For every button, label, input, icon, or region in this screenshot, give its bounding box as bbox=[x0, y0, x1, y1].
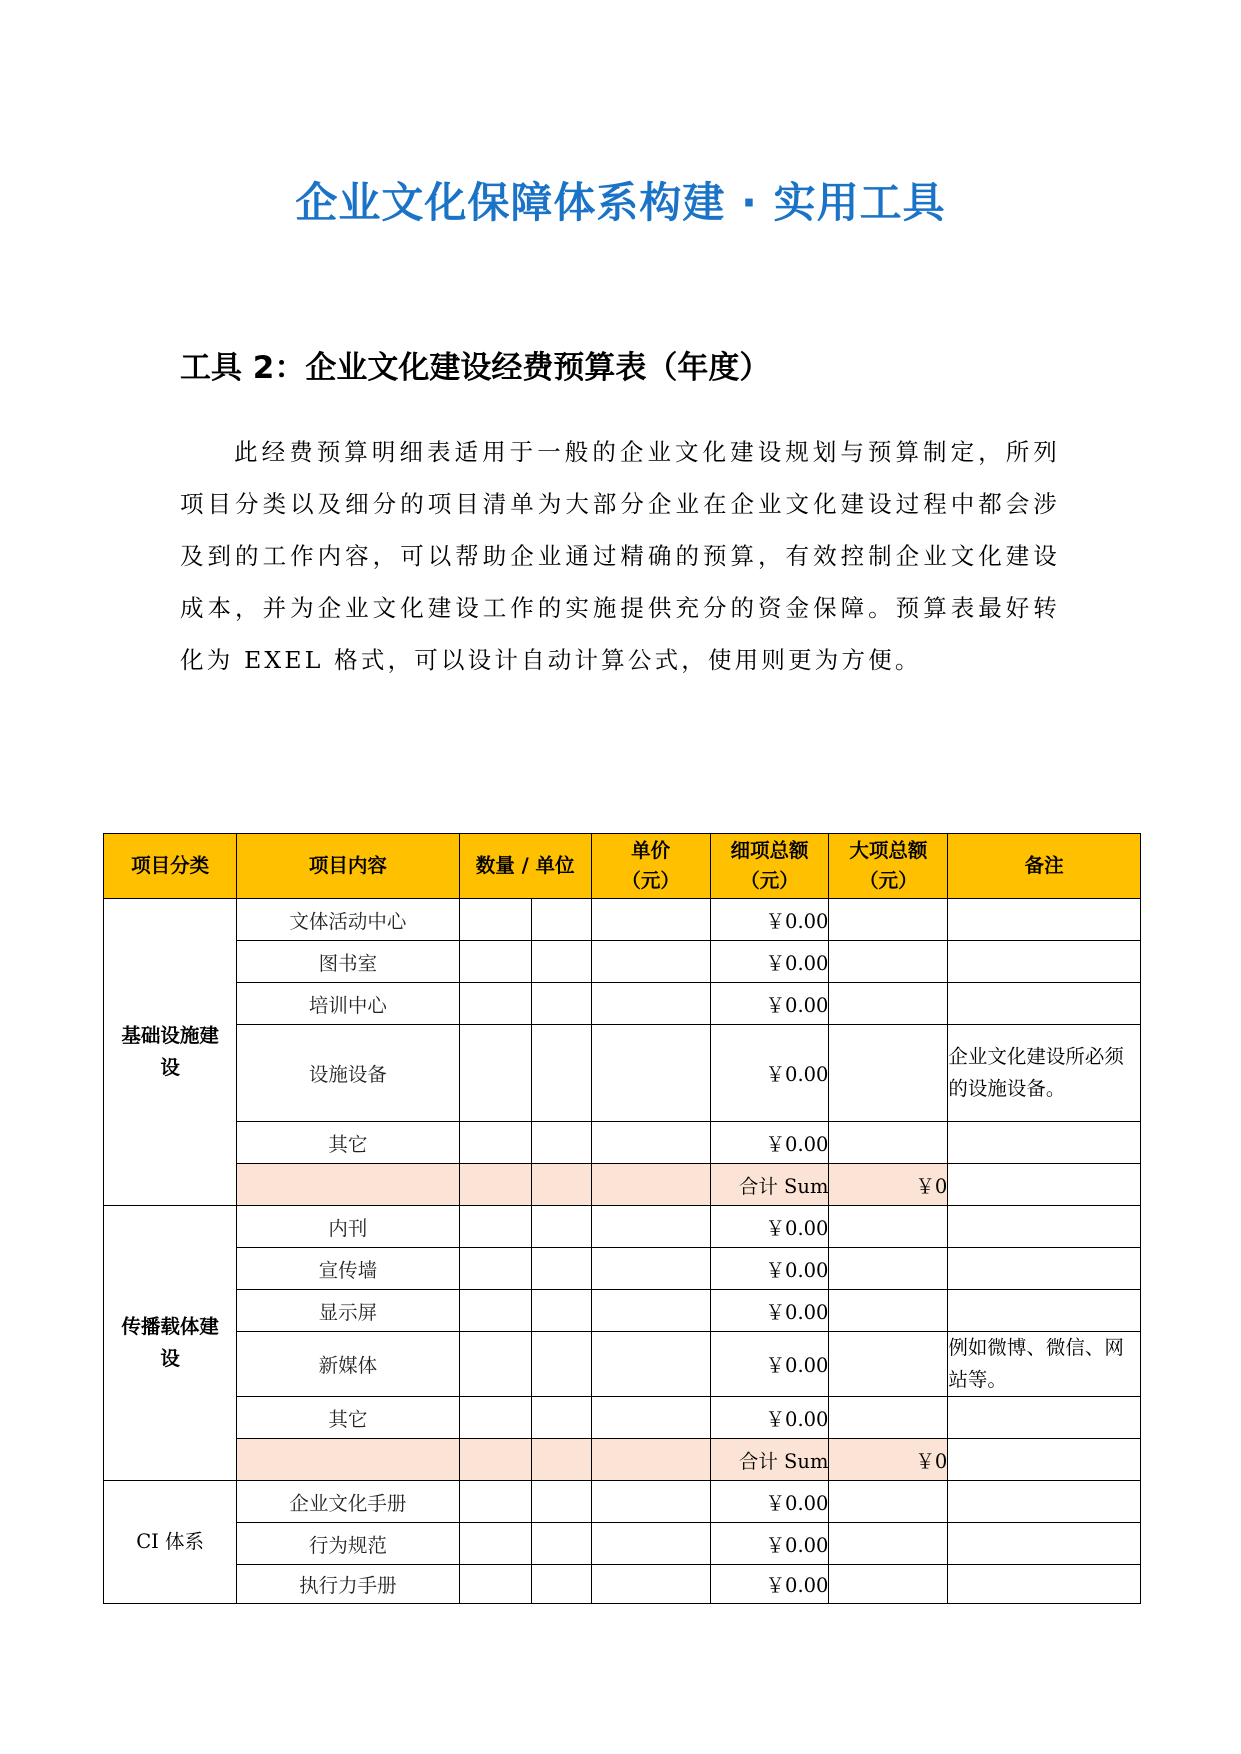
price-cell bbox=[591, 1025, 710, 1122]
remark-cell bbox=[948, 1290, 1141, 1332]
page-title: 企业文化保障体系构建 · 实用工具 bbox=[295, 178, 946, 227]
major-total-cell bbox=[829, 1481, 948, 1523]
table-row bbox=[104, 1025, 1141, 1122]
item-amount: ￥0.00 bbox=[710, 1332, 829, 1397]
major-total-cell bbox=[829, 1122, 948, 1164]
table-row bbox=[104, 983, 1141, 1025]
unit-cell bbox=[532, 983, 591, 1025]
price-cell bbox=[591, 1397, 710, 1439]
table-row bbox=[104, 1397, 1141, 1439]
unit-cell bbox=[532, 1122, 591, 1164]
table-row bbox=[104, 1565, 1141, 1604]
table-row bbox=[104, 1481, 1141, 1523]
table-row bbox=[104, 1523, 1141, 1565]
item-name: 宣传墙 bbox=[237, 1248, 459, 1290]
unit-cell bbox=[532, 1565, 591, 1604]
subtotal-label: 合计 Sum bbox=[710, 1164, 829, 1206]
qty-cell bbox=[459, 1332, 532, 1397]
remark-cell bbox=[948, 1122, 1141, 1164]
item-amount: ￥0.00 bbox=[710, 1122, 829, 1164]
unit-cell bbox=[532, 1290, 591, 1332]
major-total-cell bbox=[829, 1025, 948, 1122]
remark-cell bbox=[948, 983, 1141, 1025]
unit-cell bbox=[532, 1025, 591, 1122]
qty-cell bbox=[459, 1206, 532, 1248]
unit-cell bbox=[532, 899, 591, 941]
major-total-cell bbox=[829, 983, 948, 1025]
header-remark: 备注 bbox=[948, 834, 1141, 899]
unit-cell bbox=[532, 1397, 591, 1439]
subtotal-blank bbox=[237, 1439, 459, 1481]
remark-cell bbox=[948, 1206, 1141, 1248]
item-amount: ￥0.00 bbox=[710, 983, 829, 1025]
intro-paragraph: 此经费预算明细表适用于一般的企业文化建设规划与预算制定，所列项目分类以及细分的项目清单为大部分企业在企业文化建设过程中都会涉及到的工作内容，可以帮助企业通过精确的预算，有效控制企业文化建设成本，并为企业文化建设工作的实施提供充分的资金保障。预算表最好转化为 EXEL 格式，可以设计自动计算公式，使用则更为方便。 bbox=[180, 438, 1060, 674]
item-name: 其它 bbox=[237, 1122, 459, 1164]
qty-cell bbox=[459, 1025, 532, 1122]
item-amount: ￥0.00 bbox=[710, 1481, 829, 1523]
item-amount: ￥0.00 bbox=[710, 1248, 829, 1290]
price-cell bbox=[591, 1290, 710, 1332]
major-total-cell bbox=[829, 1248, 948, 1290]
header-qty-unit: 数量 / 单位 bbox=[459, 834, 591, 899]
item-name: 行为规范 bbox=[237, 1523, 459, 1565]
subtotal-value: ￥0 bbox=[829, 1164, 948, 1206]
unit-cell bbox=[532, 1206, 591, 1248]
qty-cell bbox=[459, 1122, 532, 1164]
remark-cell bbox=[948, 941, 1141, 983]
header-major-total: 大项总额 （元） bbox=[829, 834, 948, 899]
qty-cell bbox=[459, 1290, 532, 1332]
item-amount: ￥0.00 bbox=[710, 1397, 829, 1439]
unit-cell bbox=[532, 941, 591, 983]
item-amount: ￥0.00 bbox=[710, 899, 829, 941]
subtotal-blank bbox=[459, 1439, 532, 1481]
price-cell bbox=[591, 1206, 710, 1248]
price-cell bbox=[591, 1122, 710, 1164]
remark-cell bbox=[948, 899, 1141, 941]
remark-cell: 企业文化建设所必须的设施设备。 bbox=[948, 1025, 1141, 1122]
header-category: 项目分类 bbox=[104, 834, 237, 899]
subtotal-blank bbox=[591, 1164, 710, 1206]
price-cell bbox=[591, 1565, 710, 1604]
table-header-row bbox=[104, 834, 1141, 899]
unit-cell bbox=[532, 1332, 591, 1397]
category-cell: 传播载体建 设 bbox=[104, 1206, 237, 1481]
table-row bbox=[104, 941, 1141, 983]
remark-cell bbox=[948, 1481, 1141, 1523]
item-name: 文体活动中心 bbox=[237, 899, 459, 941]
qty-cell bbox=[459, 983, 532, 1025]
subtotal-blank bbox=[532, 1439, 591, 1481]
table-row bbox=[104, 1248, 1141, 1290]
remark-cell bbox=[948, 1248, 1141, 1290]
item-name: 内刊 bbox=[237, 1206, 459, 1248]
item-name: 其它 bbox=[237, 1397, 459, 1439]
category-cell: 基础设施建 设 bbox=[104, 899, 237, 1206]
subtotal-blank bbox=[532, 1164, 591, 1206]
remark-cell bbox=[948, 1523, 1141, 1565]
item-amount: ￥0.00 bbox=[710, 1523, 829, 1565]
subtotal-blank bbox=[459, 1164, 532, 1206]
subtotal-label: 合计 Sum bbox=[710, 1439, 829, 1481]
subtotal-blank bbox=[591, 1439, 710, 1481]
price-cell bbox=[591, 899, 710, 941]
item-amount: ￥0.00 bbox=[710, 1565, 829, 1604]
table-row bbox=[104, 899, 1141, 941]
item-name: 图书室 bbox=[237, 941, 459, 983]
item-amount: ￥0.00 bbox=[710, 1025, 829, 1122]
major-total-cell bbox=[829, 1523, 948, 1565]
price-cell bbox=[591, 1523, 710, 1565]
qty-cell bbox=[459, 1397, 532, 1439]
item-amount: ￥0.00 bbox=[710, 941, 829, 983]
item-name: 新媒体 bbox=[237, 1332, 459, 1397]
price-cell bbox=[591, 941, 710, 983]
section-title: 工具 2：企业文化建设经费预算表（年度） bbox=[180, 350, 771, 386]
item-name: 设施设备 bbox=[237, 1025, 459, 1122]
qty-cell bbox=[459, 899, 532, 941]
qty-cell bbox=[459, 1523, 532, 1565]
subtotal-row bbox=[104, 1439, 1141, 1481]
item-name: 培训中心 bbox=[237, 983, 459, 1025]
major-total-cell bbox=[829, 941, 948, 983]
major-total-cell bbox=[829, 899, 948, 941]
header-item-total: 细项总额 （元） bbox=[710, 834, 829, 899]
category-cell: CI 体系 bbox=[104, 1481, 237, 1604]
remark-cell bbox=[948, 1164, 1141, 1206]
qty-cell bbox=[459, 1565, 532, 1604]
unit-cell bbox=[532, 1523, 591, 1565]
item-name: 显示屏 bbox=[237, 1290, 459, 1332]
price-cell bbox=[591, 1332, 710, 1397]
header-unit-price: 单价 （元） bbox=[591, 834, 710, 899]
remark-cell: 例如微博、微信、网站等。 bbox=[948, 1332, 1141, 1397]
remark-cell bbox=[948, 1565, 1141, 1604]
table-row bbox=[104, 1206, 1141, 1248]
qty-cell bbox=[459, 941, 532, 983]
remark-cell bbox=[948, 1397, 1141, 1439]
unit-cell bbox=[532, 1481, 591, 1523]
price-cell bbox=[591, 1248, 710, 1290]
subtotal-blank bbox=[237, 1164, 459, 1206]
item-amount: ￥0.00 bbox=[710, 1206, 829, 1248]
unit-cell bbox=[532, 1248, 591, 1290]
budget-table bbox=[103, 833, 1141, 1604]
subtotal-row bbox=[104, 1164, 1141, 1206]
remark-cell bbox=[948, 1439, 1141, 1481]
item-name: 执行力手册 bbox=[237, 1565, 459, 1604]
major-total-cell bbox=[829, 1290, 948, 1332]
header-content: 项目内容 bbox=[237, 834, 459, 899]
item-amount: ￥0.00 bbox=[710, 1290, 829, 1332]
qty-cell bbox=[459, 1248, 532, 1290]
qty-cell bbox=[459, 1481, 532, 1523]
major-total-cell bbox=[829, 1206, 948, 1248]
table-row bbox=[104, 1332, 1141, 1397]
price-cell bbox=[591, 1481, 710, 1523]
major-total-cell bbox=[829, 1397, 948, 1439]
price-cell bbox=[591, 983, 710, 1025]
major-total-cell bbox=[829, 1565, 948, 1604]
major-total-cell bbox=[829, 1332, 948, 1397]
table-row bbox=[104, 1290, 1141, 1332]
table-row bbox=[104, 1122, 1141, 1164]
subtotal-value: ￥0 bbox=[829, 1439, 948, 1481]
item-name: 企业文化手册 bbox=[237, 1481, 459, 1523]
